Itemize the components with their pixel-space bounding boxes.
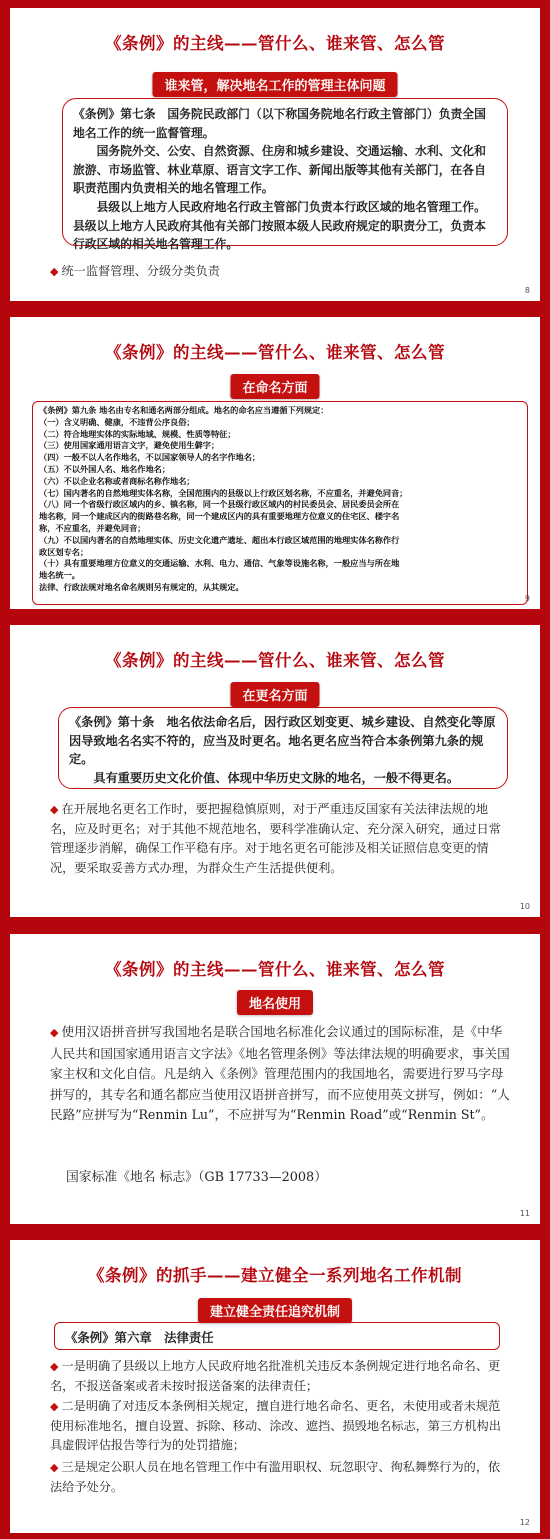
- article-line: （六）不以企业名称或者商标名称作地名；: [39, 475, 195, 486]
- article-line: （九）不以国内著名的自然地理实体、历史文化遗产遗址、超出本行政区域范围的地理实体名称作行: [39, 534, 400, 545]
- article-line: （四）一般不以人名作地名，不以国家领导人的名字作地名；: [39, 452, 261, 463]
- article-box: [32, 401, 528, 605]
- red-diamond-icon: ◆: [50, 1026, 59, 1039]
- bullet-text: 三是规定公职人员在地名管理工作中有滥用职权、玩忽职守、徇私舞弊行为的，依法给予处分。: [50, 1460, 501, 1494]
- slide-title: 《条例》的主线——管什么、谁来管、怎么管: [105, 34, 445, 53]
- page-number: 10: [519, 902, 530, 911]
- article-paragraph: 具有重要历史文化价值、体现中华历史文脉的地名，一般不得更名。: [93, 770, 460, 785]
- bullet-text: 统一监督管理、分级分类负责: [61, 264, 220, 278]
- article-box: [62, 98, 508, 252]
- section-pill: 谁来管，解决地名工作的管理主体问题: [152, 72, 397, 97]
- article-line: 地名统一。: [39, 570, 80, 581]
- bullet-text: 一是明确了县级以上地方人民政府地名批准机关违反本条例规定进行地名命名、更名，不报送备案或者未按时报送备案的法律责任；: [50, 1359, 501, 1393]
- bullet-item: [50, 800, 506, 878]
- slide-title: 《条例》的抓手——建立健全一系列地名工作机制: [88, 1266, 462, 1285]
- slide-9: [10, 317, 540, 609]
- article-line: （七）国内著名的自然地理实体名称，全国范围内的县级以上行政区划名称，不应重名，并避免同音；: [39, 487, 408, 498]
- slide-12: [10, 1240, 540, 1533]
- red-diamond-icon: ◆: [50, 1461, 59, 1474]
- bullet-item: [50, 1397, 510, 1456]
- page-number: 8: [524, 286, 530, 295]
- slide-title: 《条例》的主线——管什么、谁来管、怎么管: [105, 343, 445, 362]
- chapter-box: [54, 1322, 500, 1350]
- article-line: （二）符合地理实体的实际地域、规模、性质等特征；: [39, 428, 236, 439]
- article-paragraph: 县级以上地方人民政府地名行政主管部门负责本行政区域的地名管理工作。县级以上地方人民政府其他有关部门按照本级人民政府规定的职责分工，负责本行政区域的相关地名管理工作。: [73, 199, 486, 252]
- slide-8: [10, 8, 540, 301]
- standard-note: 国家标准《地名 标志》（GB 17733—2008）: [66, 1170, 327, 1185]
- article-paragraph: 国务院外交、公安、自然资源、住房和城乡建设、交通运输、水利、文化和旅游、市场监管、林业草原、语言文字工作、新闻出版等其他有关部门，在各自职责范围内负责相关的地名管理工作。: [73, 144, 486, 196]
- red-diamond-icon: ◆: [50, 803, 59, 816]
- slide-11: [10, 934, 540, 1224]
- article-line: （一）含义明确、健康，不违背公序良俗；: [39, 416, 195, 427]
- bullet-item: [50, 1458, 510, 1497]
- red-diamond-icon: ◆: [50, 1400, 59, 1413]
- page-number: 11: [519, 1209, 530, 1218]
- article-line: 政区划专名；: [39, 546, 89, 557]
- article-line: 法律、行政法规对地名命名规则另有规定的，从其规定。: [39, 581, 244, 592]
- bullet-text: 二是明确了对违反本条例相关规定，擅自进行地名命名、更名，未使用或者未规范使用标准地名，擅自设置、拆除、移动、涂改、遮挡、损毁地名标志，第三方机构出具虚假评估报告等行为的处罚措施；: [50, 1399, 501, 1452]
- article-box: [58, 707, 508, 789]
- article-line: 《条例》第九条 地名由专名和通名两部分组成。地名的命名应当遵循下列规定：: [39, 405, 329, 415]
- page-number: 9: [524, 594, 530, 603]
- article-line: （八）同一个省级行政区域内的乡、镇名称，同一个县级行政区域内的村民委员会、居民委员会所在: [39, 499, 400, 510]
- page-number: 12: [519, 1518, 530, 1527]
- slide-title: 《条例》的主线——管什么、谁来管、怎么管: [105, 651, 445, 670]
- red-diamond-icon: ◆: [50, 265, 59, 278]
- article-line: 地名称，同一个建成区内的街路巷名称，同一个建成区内的具有重要地理方位意义的住宅区、楼宇名: [39, 511, 400, 522]
- bullet-item: [50, 262, 220, 282]
- bullet-text: 在开展地名更名工作时，要把握稳慎原则，对于严重违反国家有关法律法规的地名，应及时更名；对于其他不规范地名，要科学准确认定、充分深入研究，通过日常管理逐步消解，确保工作平稳有序。对于地名更名可能涉及相关证照信息变更的情况，要采取妥善方式办理，为群众生产生活提供便利。: [50, 802, 501, 875]
- article-line: （五）不以外国人名、地名作地名；: [39, 463, 171, 474]
- article-line: （三）使用国家通用语言文字，避免使用生僻字；: [39, 440, 220, 451]
- section-pill: 在更名方面: [230, 682, 319, 707]
- bullet-item: [50, 1022, 510, 1126]
- article-paragraph: 《条例》第七条 国务院民政部门（以下称国务院地名行政主管部门）负责全国地名工作的统一监督管理。: [73, 107, 486, 140]
- article-line: （十）具有重要地理方位意义的交通运输、水利、电力、通信、气象等设施名称，一般应当与所在地: [39, 558, 400, 569]
- section-pill: 建立健全责任追究机制: [198, 1298, 352, 1323]
- bullet-item: [50, 1357, 510, 1396]
- section-pill: 在命名方面: [230, 374, 319, 399]
- bullet-text: 使用汉语拼音拼写我国地名是联合国地名标准化会议通过的国际标准，是《中华人民共和国国家通用语言文字法》《地名管理条例》等法律法规的明确要求，事关国家主权和文化自信。凡是纳入《条例》管理范围内的我国地名，需要进行罗马字母拼写的，其专名和通名都应当使用汉语拼音拼写，而不应使用英文拼写，例如：“人民路”应拼写为“Renmin Lu”，不应拼写为“Renmin Road”或“Renmin St”。: [50, 1024, 510, 1122]
- article-line: 称，不应重名，并避免同音；: [39, 522, 146, 533]
- chapter-title: 《条例》第六章 法律责任: [65, 1330, 214, 1345]
- article-paragraph: 《条例》第十条 地名依法命名后，因行政区划变更、城乡建设、自然变化等原因导致地名名实不符的，应当及时更名。地名更名应当符合本条例第九条的规定。: [69, 715, 496, 766]
- red-diamond-icon: ◆: [50, 1360, 59, 1373]
- slide-title: 《条例》的主线——管什么、谁来管、怎么管: [105, 960, 445, 979]
- slide-10: [10, 625, 540, 917]
- section-pill: 地名使用: [237, 990, 313, 1015]
